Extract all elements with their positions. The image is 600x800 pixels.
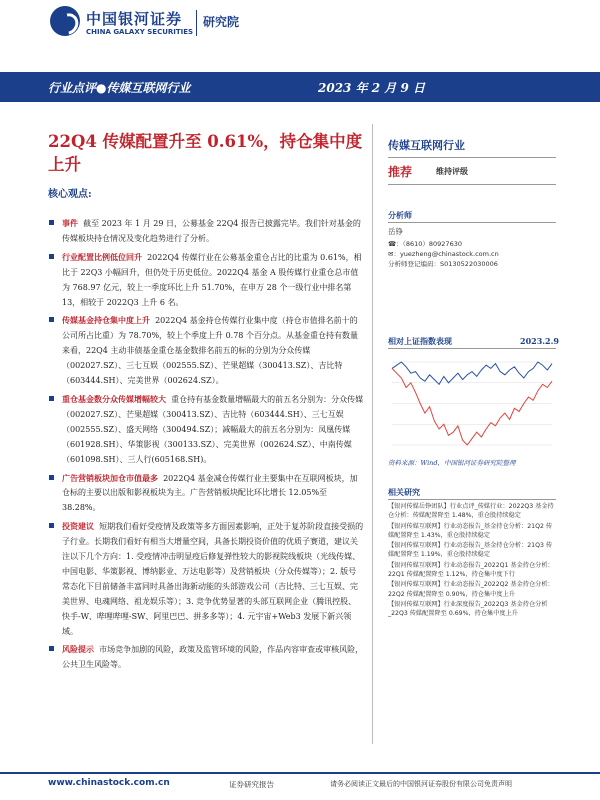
report-date: 2023 年 2 月 9 日 [318,81,425,95]
related-item[interactable]: 【银河传媒互联网】行业动态报告_2022Q1 基金持仓分析：22Q1 传媒配置降至 1.12%，持仓集中度下行 [388,561,554,579]
related-research-heading: 相关研究 [388,487,420,497]
core-points-label: 核心观点: [48,189,92,200]
core-points-list [48,216,364,676]
bullet-event: 事件 截至 2023 年 1 月 29 日，公募基金 22Q4 报告已披露完毕。我们针对基金的传媒板块持仓情况及变化趋势进行了分析。 [48,216,364,247]
chart-source: 资料来源：Wind，中国银河证券研究院整理 [388,459,516,467]
rating: 推荐 [388,165,413,179]
bullet-holdings-change: 重仓基金数分众传媒增幅较大 重仓持有基金数量增幅最大的前五名分别为：分众传媒（002027.SZ）、芒果超媒（300413.SZ）、吉比特（603444.SH）、三七互娱（002555.SZ）、盛天网络（300494.SZ）；减幅最大的前五名分别为：凤凰传媒（601928.SH）、华策影视（300133.SZ）、完美世界（002624.SZ）、中南传媒（601098.SH）、三人行(605168.SH)。 [48,392,364,468]
related-item[interactable]: 【银河传媒互联网】行业动态报告_2022Q2 基金持仓分析：22Q2 传媒配置降至 0.90%，持仓集中度上升 [388,581,554,598]
rating-divider [388,184,556,185]
analyst-cert: 分析师登记编码：S0130522030006 [388,260,498,268]
chart-divider [388,348,556,349]
bullet-allocation: 行业配置比例低位回升 2022Q4 传媒行业在公募基金重仓占比的比重为 0.61%，相比于 22Q3 小幅回升，但仍处于历史低位。2022Q4 基金 A 股传媒行业重仓总市值为 768.97 亿元，较上一季度环比上升 51.70%，在申万 28 个一级行业中排名第 13，相较于 2022Q3 上升 6 名。 [48,250,364,311]
bullet-concentration: 传媒基金持仓集中度上升 2022Q4 基金持仓传媒行业集中度（持仓市值排名前十的公司所占比重）为 78.70%，较上个季度上升 0.78 个百分点。从基金重仓持有数量来看，22Q4 主动非债基金重仓基金数排名前五的标的分别为分众传媒（002027.SZ）、三七互娱（002555.SZ）、芒果超媒（300413.SZ）、吉比特（603444.SH）、完美世界（002624.SZ）。 [48,313,364,389]
footer-disclaimer: 请务必阅读正文最后的中国银河证券股份有限公司免责声明 [330,780,512,788]
column-divider [372,124,373,744]
sector-divider [388,157,556,158]
footer-website[interactable]: www.chinastock.com.cn [48,778,170,788]
related-item[interactable]: 【银河传媒互联网】行业动态报告_基金持仓分析：21Q2 传媒配置降至 1.43%，重仓股持续稳定 [388,522,553,539]
bullet-risk: 风险提示 市场竞争加剧的风险，政策及监管环境的风险，作品内容审查或审核风险，公共卫生风险等。 [48,642,364,673]
footer-rule [0,772,600,774]
footer-report-type: 证券研究报告 [229,780,274,789]
analyst-email: ✉：yuezheng@chinastock.com.cn [388,250,499,258]
bullet-investment-advice: 投资建议 短期我们看好受疫情及政策等多方面因素影响，正处于复苏阶段直接受损的子行业。长期我们看好有相当大增量空间，具备长期投资价值的优质子赛道，建议关注以下几个方向：1. 受疫情冲击明显疫后修复弹性较大的影视院线板块（光线传媒、中国电影、华策影视、博纳影业、万达电影等）及营销板块（分众传媒等）；2. 版号常态化下目前储备丰富同时具备出海新动能的头部游戏公司（吉比特、三七互娱、完美世界、电魂网络、祖龙娱乐等）；3. 竞争优势显著的头部互联网企业（腾讯控股、快手-W、哔哩哔哩-SW、阿里巴巴、拼多多等）；4. 元宇宙+Web3 发展下新兴领域。 [48,519,364,639]
company-name-en: CHINA GALAXY SECURITIES [86,28,194,36]
related-divider [388,499,556,500]
rating-note: 维持评级 [436,166,468,176]
series-line-red [392,368,552,445]
relative-performance-chart [388,356,556,451]
institute-label: 研究院 [203,15,240,29]
logo-divider [196,10,197,36]
report-title: 22Q4 传媒配置升至 0.61%，持仓集中度上升 [48,132,363,174]
sector-name: 传媒互联网行业 [388,139,465,152]
company-name-cn: 中国银河证券 [86,10,183,28]
series-line-blue [392,362,552,384]
related-item[interactable]: 【银河传媒岳铮团队】行业点评_传媒行业：2022Q3 基金持仓分析：传媒配置降至 1.48%，重仓股持续稳定 [388,503,554,520]
related-item[interactable]: 【银河传媒互联网】行业动态报告_基金持仓分析：21Q3 传媒配置降至 1.19%，重仓股持续稳定 [388,542,553,559]
analyst-divider [388,222,556,223]
analyst-name: 岳铮 [388,227,403,236]
report-category: 行业点评●传媒互联网行业 [48,81,191,95]
analyst-label: 分析师 [388,210,412,220]
chart-title: 相对上证指数表现 [388,336,452,346]
chart-date: 2023.2.9 [520,336,559,346]
bullet-advertising: 广告营销板块加仓市值最多 2022Q4 基金减仓传媒行业主要集中在互联网板块，加仓标的主要以出版和影视板块为主。广告营销板块配比环比增长 12.05%至 38.28%。 [48,471,364,517]
related-item[interactable]: 【银河传媒互联网】行业深度报告_2022Q3 基金持仓分析_22Q3 传媒配置降至 0.69%，持仓集中度上升 [388,600,548,618]
related-research-list [388,502,558,620]
analyst-phone: ☎：（8610）80927630 [388,240,462,248]
